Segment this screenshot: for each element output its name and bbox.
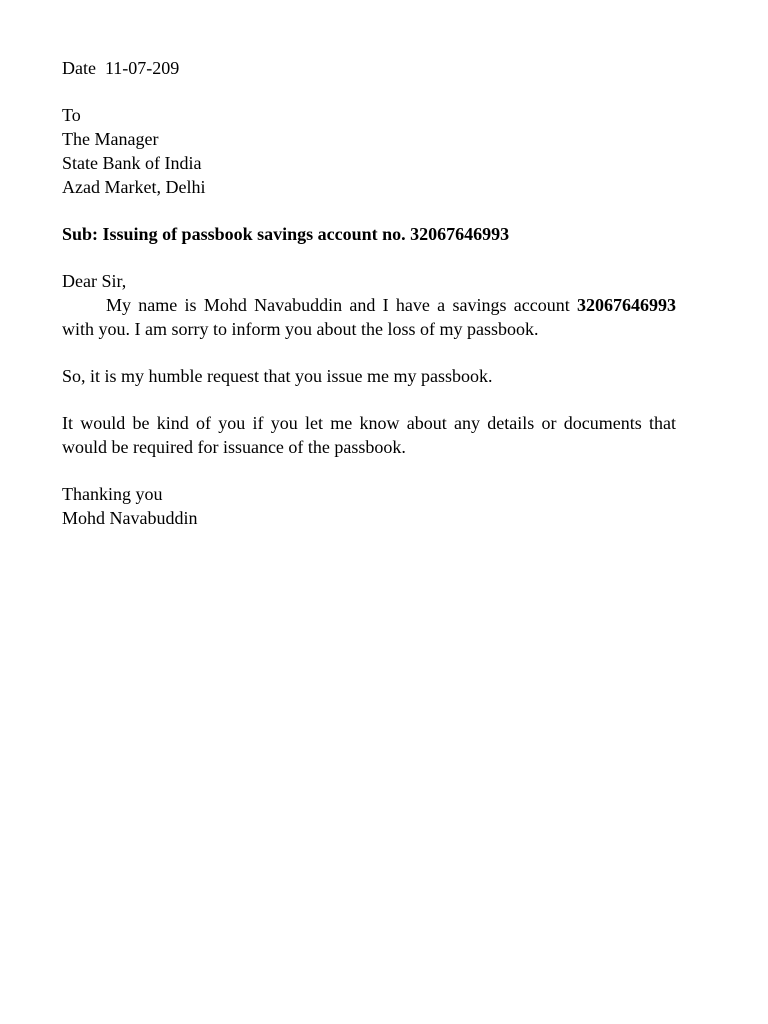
letter-subject: Sub: Issuing of passbook savings account no. 32067646993 bbox=[62, 224, 510, 244]
letter-signature: Mohd Navabuddin bbox=[62, 508, 198, 528]
recipient-title: The Manager bbox=[62, 129, 159, 149]
account-number: 32067646993 bbox=[577, 295, 676, 315]
body-paragraph-3: It would be kind of you if you let me know about any details or documents that would be required for issuance of the passbook. bbox=[62, 413, 676, 457]
letter-salutation: Dear Sir, bbox=[62, 271, 127, 291]
letter-date: Date 11-07-209 bbox=[62, 58, 180, 78]
recipient-address: Azad Market, Delhi bbox=[62, 177, 206, 197]
paragraph-1-text-end: with you. I am sorry to inform you about the loss of my passbook. bbox=[62, 319, 539, 339]
spacer bbox=[62, 341, 676, 364]
spacer bbox=[62, 199, 676, 222]
recipient-bank: State Bank of India bbox=[62, 153, 202, 173]
recipient-to: To bbox=[62, 105, 81, 125]
spacer bbox=[62, 80, 676, 103]
body-paragraph-1 bbox=[62, 293, 676, 341]
body-paragraph-2: So, it is my humble request that you issue me my passbook. bbox=[62, 366, 493, 386]
letter-body bbox=[62, 56, 676, 530]
spacer bbox=[62, 459, 676, 482]
spacer bbox=[62, 388, 676, 411]
spacer bbox=[62, 246, 676, 269]
paragraph-1-text: My name is Mohd Navabuddin and I have a savings account bbox=[106, 295, 570, 315]
letter-closing: Thanking you bbox=[62, 484, 163, 504]
